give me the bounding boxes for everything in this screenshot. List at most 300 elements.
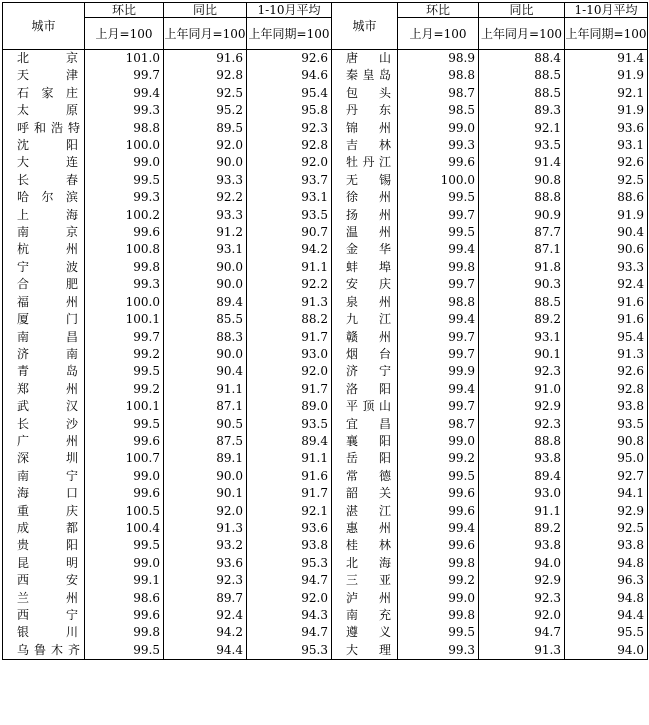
mom-right: 99.6 xyxy=(398,485,479,502)
avg-right: 94.1 xyxy=(565,485,648,502)
avg-right: 92.8 xyxy=(565,381,648,398)
mom-left: 99.7 xyxy=(85,329,164,346)
city-left: 贵阳 xyxy=(3,537,85,554)
mom-left: 99.8 xyxy=(85,624,164,641)
city-right: 平顶山 xyxy=(332,398,398,415)
avg-left: 92.3 xyxy=(247,120,332,137)
mom-left: 99.3 xyxy=(85,102,164,119)
city-right: 丹东 xyxy=(332,102,398,119)
city-left: 西宁 xyxy=(3,607,85,624)
avg-left: 92.8 xyxy=(247,137,332,154)
yoy-left: 90.5 xyxy=(164,416,247,433)
yoy-left: 92.4 xyxy=(164,607,247,624)
city-left: 长沙 xyxy=(3,416,85,433)
yoy-left: 94.2 xyxy=(164,624,247,641)
mom-right: 99.4 xyxy=(398,311,479,328)
city-left: 西安 xyxy=(3,572,85,589)
yoy-right: 89.4 xyxy=(479,468,565,485)
table-row xyxy=(3,398,648,415)
header-avg-left: 1-10月平均 xyxy=(247,3,332,18)
yoy-left: 93.2 xyxy=(164,537,247,554)
yoy-right: 93.8 xyxy=(479,450,565,467)
header-avg-right: 1-10月平均 xyxy=(565,3,648,18)
city-right: 蚌埠 xyxy=(332,259,398,276)
yoy-left: 93.6 xyxy=(164,555,247,572)
mom-left: 100.0 xyxy=(85,137,164,154)
mom-right: 99.9 xyxy=(398,363,479,380)
avg-left: 91.1 xyxy=(247,259,332,276)
yoy-left: 87.1 xyxy=(164,398,247,415)
city-left: 郑州 xyxy=(3,381,85,398)
yoy-right: 91.4 xyxy=(479,154,565,171)
table-row xyxy=(3,67,648,84)
yoy-left: 91.1 xyxy=(164,381,247,398)
avg-right: 92.6 xyxy=(565,154,648,171)
mom-left: 99.3 xyxy=(85,276,164,293)
avg-left: 92.0 xyxy=(247,154,332,171)
yoy-left: 90.0 xyxy=(164,154,247,171)
avg-right: 93.1 xyxy=(565,137,648,154)
city-left: 呼和浩特 xyxy=(3,120,85,137)
mom-left: 100.1 xyxy=(85,398,164,415)
mom-left: 98.6 xyxy=(85,590,164,607)
avg-right: 91.6 xyxy=(565,311,648,328)
yoy-left: 90.0 xyxy=(164,346,247,363)
yoy-left: 87.5 xyxy=(164,433,247,450)
table-row xyxy=(3,433,648,450)
yoy-left: 92.2 xyxy=(164,189,247,206)
city-right: 烟台 xyxy=(332,346,398,363)
yoy-left: 93.1 xyxy=(164,241,247,258)
avg-left: 89.4 xyxy=(247,433,332,450)
mom-left: 99.5 xyxy=(85,416,164,433)
mom-right: 99.2 xyxy=(398,450,479,467)
yoy-left: 90.1 xyxy=(164,485,247,502)
mom-right: 99.6 xyxy=(398,154,479,171)
avg-left: 95.4 xyxy=(247,85,332,102)
table-row xyxy=(3,294,648,311)
avg-left: 91.7 xyxy=(247,381,332,398)
avg-right: 90.6 xyxy=(565,241,648,258)
avg-left: 91.6 xyxy=(247,468,332,485)
mom-right: 99.0 xyxy=(398,590,479,607)
avg-right: 94.8 xyxy=(565,590,648,607)
mom-left: 99.7 xyxy=(85,67,164,84)
city-left: 福州 xyxy=(3,294,85,311)
table-row xyxy=(3,363,648,380)
header-yoy-sub-right-text: 上年同月=100 xyxy=(481,26,562,41)
yoy-right: 93.0 xyxy=(479,485,565,502)
yoy-right: 93.1 xyxy=(479,329,565,346)
city-right: 大理 xyxy=(332,642,398,660)
mom-right: 99.8 xyxy=(398,259,479,276)
avg-right: 96.3 xyxy=(565,572,648,589)
table-row xyxy=(3,416,648,433)
city-left: 广州 xyxy=(3,433,85,450)
city-right: 牡丹江 xyxy=(332,154,398,171)
mom-left: 100.5 xyxy=(85,503,164,520)
yoy-right: 92.9 xyxy=(479,398,565,415)
city-right: 宜昌 xyxy=(332,416,398,433)
header-mom-sub-right: 上月=100 xyxy=(398,18,479,50)
city-right: 金华 xyxy=(332,241,398,258)
yoy-left: 88.3 xyxy=(164,329,247,346)
mom-right: 98.9 xyxy=(398,50,479,68)
yoy-left: 90.0 xyxy=(164,259,247,276)
city-left: 南宁 xyxy=(3,468,85,485)
city-right: 吉林 xyxy=(332,137,398,154)
city-left: 兰州 xyxy=(3,590,85,607)
avg-right: 95.5 xyxy=(565,624,648,641)
avg-right: 90.8 xyxy=(565,433,648,450)
city-right: 湛江 xyxy=(332,503,398,520)
yoy-left: 92.8 xyxy=(164,67,247,84)
avg-left: 93.5 xyxy=(247,207,332,224)
mom-left: 99.3 xyxy=(85,189,164,206)
city-right: 扬州 xyxy=(332,207,398,224)
table-row xyxy=(3,259,648,276)
yoy-right: 88.5 xyxy=(479,67,565,84)
city-left: 昆明 xyxy=(3,555,85,572)
avg-right: 95.0 xyxy=(565,450,648,467)
mom-left: 99.0 xyxy=(85,555,164,572)
avg-left: 92.1 xyxy=(247,503,332,520)
avg-right: 92.7 xyxy=(565,468,648,485)
avg-left: 92.0 xyxy=(247,363,332,380)
table-row xyxy=(3,381,648,398)
avg-left: 94.7 xyxy=(247,624,332,641)
yoy-left: 93.3 xyxy=(164,172,247,189)
avg-left: 94.6 xyxy=(247,67,332,84)
table-row xyxy=(3,207,648,224)
avg-right: 91.9 xyxy=(565,207,648,224)
city-right: 惠州 xyxy=(332,520,398,537)
mom-right: 99.4 xyxy=(398,241,479,258)
yoy-right: 87.7 xyxy=(479,224,565,241)
avg-right: 93.8 xyxy=(565,537,648,554)
table-row xyxy=(3,450,648,467)
avg-right: 94.0 xyxy=(565,642,648,660)
avg-left: 93.5 xyxy=(247,416,332,433)
mom-left: 99.6 xyxy=(85,433,164,450)
table-row xyxy=(3,241,648,258)
city-left: 北京 xyxy=(3,50,85,68)
city-left: 重庆 xyxy=(3,503,85,520)
city-left: 大连 xyxy=(3,154,85,171)
mom-left: 99.6 xyxy=(85,607,164,624)
avg-left: 89.0 xyxy=(247,398,332,415)
mom-left: 99.5 xyxy=(85,172,164,189)
mom-right: 98.7 xyxy=(398,85,479,102)
yoy-left: 89.7 xyxy=(164,590,247,607)
yoy-left: 92.0 xyxy=(164,137,247,154)
city-left: 武汉 xyxy=(3,398,85,415)
yoy-right: 89.2 xyxy=(479,311,565,328)
city-left: 银川 xyxy=(3,624,85,641)
yoy-left: 94.4 xyxy=(164,642,247,660)
mom-left: 100.4 xyxy=(85,520,164,537)
header-avg-sub-right xyxy=(565,18,648,50)
yoy-right: 90.8 xyxy=(479,172,565,189)
mom-left: 99.5 xyxy=(85,363,164,380)
city-left: 沈阳 xyxy=(3,137,85,154)
yoy-right: 92.3 xyxy=(479,416,565,433)
avg-right: 91.9 xyxy=(565,102,648,119)
avg-right: 90.4 xyxy=(565,224,648,241)
avg-left: 91.7 xyxy=(247,485,332,502)
yoy-left: 89.1 xyxy=(164,450,247,467)
avg-left: 93.1 xyxy=(247,189,332,206)
mom-right: 99.3 xyxy=(398,137,479,154)
yoy-left: 95.2 xyxy=(164,102,247,119)
avg-left: 93.0 xyxy=(247,346,332,363)
city-left: 海口 xyxy=(3,485,85,502)
table-row xyxy=(3,50,648,68)
avg-left: 93.6 xyxy=(247,520,332,537)
header-yoy-sub-right xyxy=(479,18,565,50)
table-row xyxy=(3,172,648,189)
mom-right: 99.4 xyxy=(398,381,479,398)
mom-right: 98.8 xyxy=(398,294,479,311)
table-body xyxy=(3,50,648,660)
city-right: 九江 xyxy=(332,311,398,328)
city-left: 深圳 xyxy=(3,450,85,467)
yoy-right: 90.9 xyxy=(479,207,565,224)
city-right: 赣州 xyxy=(332,329,398,346)
avg-left: 91.7 xyxy=(247,329,332,346)
header-yoy-left: 同比 xyxy=(164,3,247,18)
mom-left: 100.8 xyxy=(85,241,164,258)
header-avg-sub-left xyxy=(247,18,332,50)
avg-left: 93.7 xyxy=(247,172,332,189)
city-price-index-table xyxy=(2,2,648,660)
table-row xyxy=(3,537,648,554)
mom-right: 99.6 xyxy=(398,537,479,554)
avg-left: 93.8 xyxy=(247,537,332,554)
yoy-right: 91.8 xyxy=(479,259,565,276)
city-left: 南昌 xyxy=(3,329,85,346)
avg-right: 93.6 xyxy=(565,120,648,137)
header-yoy-right: 同比 xyxy=(479,3,565,18)
table-row xyxy=(3,189,648,206)
avg-right: 92.1 xyxy=(565,85,648,102)
mom-left: 99.6 xyxy=(85,485,164,502)
city-right: 泸州 xyxy=(332,590,398,607)
header-city-right: 城市 xyxy=(332,3,398,50)
mom-right: 99.7 xyxy=(398,346,479,363)
yoy-left: 85.5 xyxy=(164,311,247,328)
table-row xyxy=(3,311,648,328)
mom-right: 99.5 xyxy=(398,468,479,485)
city-left: 南京 xyxy=(3,224,85,241)
city-right: 包头 xyxy=(332,85,398,102)
yoy-right: 88.4 xyxy=(479,50,565,68)
avg-left: 92.2 xyxy=(247,276,332,293)
yoy-left: 91.3 xyxy=(164,520,247,537)
header-mom-left: 环比 xyxy=(85,3,164,18)
mom-right: 99.4 xyxy=(398,520,479,537)
avg-right: 91.6 xyxy=(565,294,648,311)
yoy-right: 94.7 xyxy=(479,624,565,641)
city-left: 杭州 xyxy=(3,241,85,258)
city-right: 岳阳 xyxy=(332,450,398,467)
yoy-right: 92.0 xyxy=(479,607,565,624)
avg-left: 94.2 xyxy=(247,241,332,258)
avg-right: 91.9 xyxy=(565,67,648,84)
yoy-right: 89.2 xyxy=(479,520,565,537)
avg-right: 88.6 xyxy=(565,189,648,206)
header-mom-right: 环比 xyxy=(398,3,479,18)
yoy-right: 88.8 xyxy=(479,433,565,450)
avg-right: 93.3 xyxy=(565,259,648,276)
yoy-right: 89.3 xyxy=(479,102,565,119)
table-row xyxy=(3,590,648,607)
avg-right: 92.4 xyxy=(565,276,648,293)
table-row xyxy=(3,85,648,102)
avg-right: 94.8 xyxy=(565,555,648,572)
mom-left: 98.8 xyxy=(85,120,164,137)
avg-left: 95.8 xyxy=(247,102,332,119)
avg-right: 92.9 xyxy=(565,503,648,520)
city-right: 洛阳 xyxy=(332,381,398,398)
mom-right: 99.8 xyxy=(398,555,479,572)
city-left: 成都 xyxy=(3,520,85,537)
mom-left: 100.2 xyxy=(85,207,164,224)
avg-right: 91.4 xyxy=(565,50,648,68)
mom-right: 99.5 xyxy=(398,624,479,641)
city-right: 安庆 xyxy=(332,276,398,293)
mom-right: 98.5 xyxy=(398,102,479,119)
mom-left: 99.5 xyxy=(85,537,164,554)
avg-right: 92.5 xyxy=(565,520,648,537)
avg-right: 92.5 xyxy=(565,172,648,189)
city-right: 泉州 xyxy=(332,294,398,311)
mom-right: 99.3 xyxy=(398,642,479,660)
mom-right: 99.8 xyxy=(398,607,479,624)
table-row xyxy=(3,503,648,520)
mom-left: 101.0 xyxy=(85,50,164,68)
mom-right: 99.0 xyxy=(398,433,479,450)
table-row xyxy=(3,224,648,241)
city-left: 乌鲁木齐 xyxy=(3,642,85,660)
yoy-right: 88.5 xyxy=(479,294,565,311)
city-left: 长春 xyxy=(3,172,85,189)
yoy-left: 90.0 xyxy=(164,468,247,485)
header-avg-sub-right-text: 上年同期=100 xyxy=(565,26,647,41)
table-row xyxy=(3,329,648,346)
mom-right: 98.7 xyxy=(398,416,479,433)
header-mom-sub-left: 上月=100 xyxy=(85,18,164,50)
city-right: 遵义 xyxy=(332,624,398,641)
mom-left: 99.4 xyxy=(85,85,164,102)
yoy-right: 90.3 xyxy=(479,276,565,293)
avg-left: 91.3 xyxy=(247,294,332,311)
city-right: 常德 xyxy=(332,468,398,485)
mom-right: 98.8 xyxy=(398,67,479,84)
table-row xyxy=(3,485,648,502)
avg-right: 93.5 xyxy=(565,416,648,433)
mom-right: 100.0 xyxy=(398,172,479,189)
yoy-left: 91.6 xyxy=(164,50,247,68)
mom-left: 99.8 xyxy=(85,259,164,276)
city-right: 北海 xyxy=(332,555,398,572)
yoy-left: 92.3 xyxy=(164,572,247,589)
mom-left: 100.0 xyxy=(85,294,164,311)
yoy-right: 92.3 xyxy=(479,590,565,607)
yoy-left: 93.3 xyxy=(164,207,247,224)
header-yoy-sub-left xyxy=(164,18,247,50)
city-left: 天津 xyxy=(3,67,85,84)
table-row xyxy=(3,520,648,537)
mom-left: 99.6 xyxy=(85,224,164,241)
mom-right: 99.2 xyxy=(398,572,479,589)
yoy-right: 93.5 xyxy=(479,137,565,154)
yoy-right: 88.5 xyxy=(479,85,565,102)
table-row xyxy=(3,572,648,589)
table-row xyxy=(3,624,648,641)
avg-left: 95.3 xyxy=(247,642,332,660)
city-left: 济南 xyxy=(3,346,85,363)
city-left: 哈尔滨 xyxy=(3,189,85,206)
avg-left: 94.7 xyxy=(247,572,332,589)
city-right: 南充 xyxy=(332,607,398,624)
avg-right: 95.4 xyxy=(565,329,648,346)
table-row xyxy=(3,137,648,154)
yoy-right: 94.0 xyxy=(479,555,565,572)
mom-right: 99.7 xyxy=(398,398,479,415)
header-city-left: 城市 xyxy=(3,3,85,50)
yoy-right: 93.8 xyxy=(479,537,565,554)
mom-right: 99.0 xyxy=(398,120,479,137)
yoy-right: 90.1 xyxy=(479,346,565,363)
yoy-right: 91.1 xyxy=(479,503,565,520)
yoy-left: 90.0 xyxy=(164,276,247,293)
avg-right: 93.8 xyxy=(565,398,648,415)
table-row xyxy=(3,102,648,119)
yoy-left: 89.4 xyxy=(164,294,247,311)
city-right: 三亚 xyxy=(332,572,398,589)
city-right: 无锡 xyxy=(332,172,398,189)
mom-right: 99.7 xyxy=(398,329,479,346)
city-right: 温州 xyxy=(332,224,398,241)
city-right: 韶关 xyxy=(332,485,398,502)
city-left: 合肥 xyxy=(3,276,85,293)
city-right: 济宁 xyxy=(332,363,398,380)
city-right: 襄阳 xyxy=(332,433,398,450)
avg-left: 94.3 xyxy=(247,607,332,624)
mom-left: 100.1 xyxy=(85,311,164,328)
mom-left: 99.0 xyxy=(85,154,164,171)
mom-right: 99.6 xyxy=(398,503,479,520)
city-right: 唐山 xyxy=(332,50,398,68)
yoy-left: 89.5 xyxy=(164,120,247,137)
city-right: 桂林 xyxy=(332,537,398,554)
avg-left: 91.1 xyxy=(247,450,332,467)
avg-right: 91.3 xyxy=(565,346,648,363)
city-right: 秦皇岛 xyxy=(332,67,398,84)
yoy-right: 92.9 xyxy=(479,572,565,589)
yoy-right: 92.3 xyxy=(479,363,565,380)
avg-left: 92.6 xyxy=(247,50,332,68)
city-right: 锦州 xyxy=(332,120,398,137)
yoy-right: 88.8 xyxy=(479,189,565,206)
city-left: 上海 xyxy=(3,207,85,224)
yoy-right: 91.3 xyxy=(479,642,565,660)
table-row xyxy=(3,120,648,137)
avg-right: 94.4 xyxy=(565,607,648,624)
mom-left: 99.0 xyxy=(85,468,164,485)
yoy-right: 92.1 xyxy=(479,120,565,137)
